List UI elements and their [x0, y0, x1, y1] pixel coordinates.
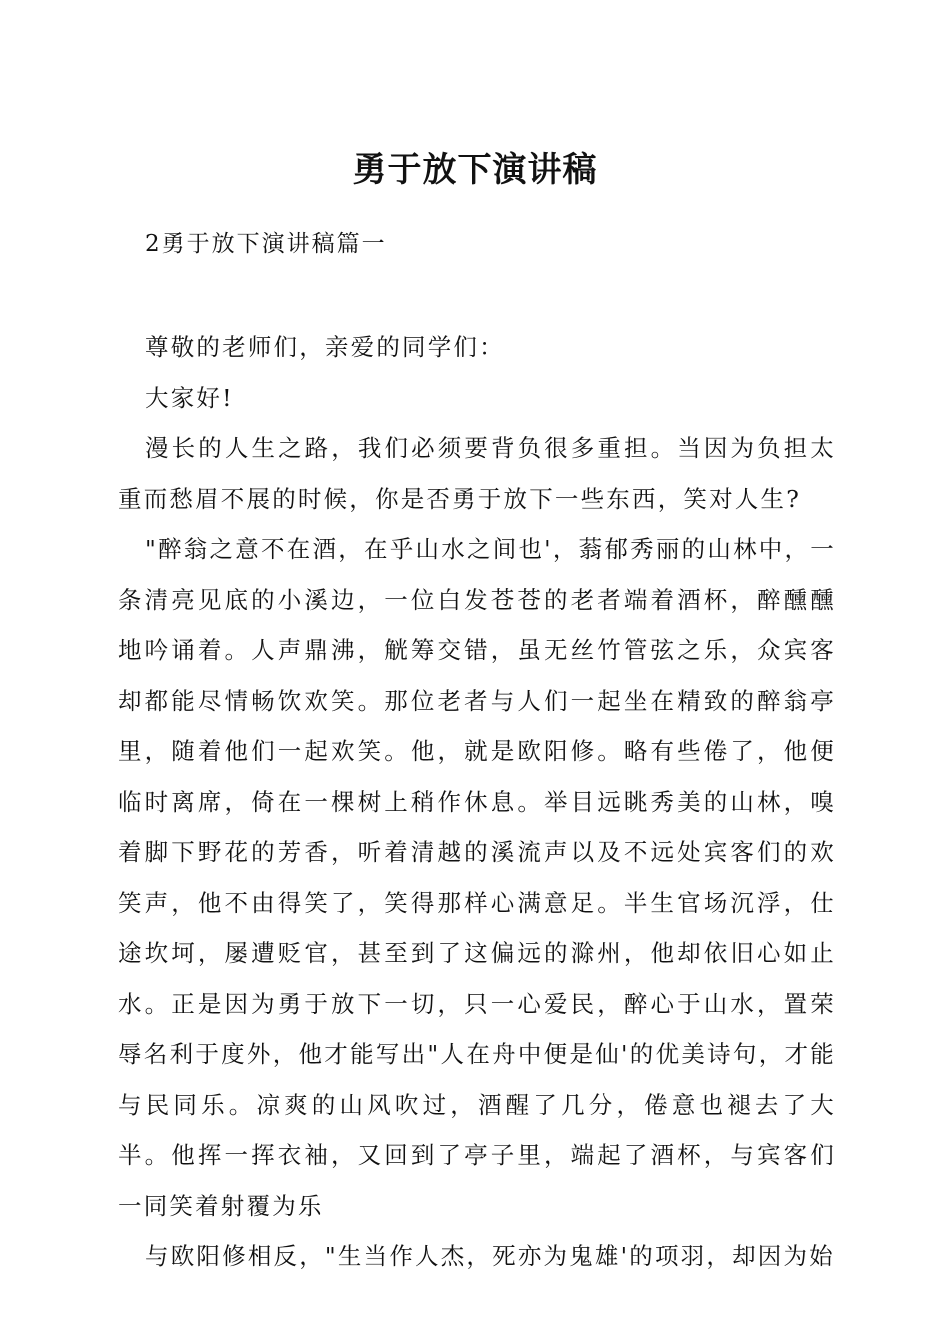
paragraph-intro: 漫长的人生之路，我们必须要背负很多重担。当因为负担太重而愁眉不展的时候，你是否勇于放下一些东西，笑对人生?: [118, 434, 836, 513]
paragraph-ouyangxiu: "醉翁之意不在酒，在乎山水之间也'，蓊郁秀丽的山林中，一条清亮见底的小溪边，一位白发苍苍的老者端着酒杯，醉醺醺地吟诵着。人声鼎沸，觥筹交错，虽无丝竹管弦之乐，众宾客却都能尽情畅饮欢笑。那位老者与人们一起坐在精致的醉翁亭里，随着他们一起欢笑。他，就是欧阳修。略有些倦了，他便临时离席，倚在一棵树上稍作休息。举目远眺秀美的山林，嗅着脚下野花的芳香，听着清越的溪流声以及不远处宾客们的欢笑声，他不由得笑了，笑得那样心满意足。半生官场沉浮，仕途坎坷，屡遭贬官，甚至到了这偏远的滁州，他却依旧心如止水。正是因为勇于放下一切，只一心爱民，醉心于山水，置荣辱名利于度外，他才能写出"人在舟中便是仙'的优美诗句，才能与民同乐。凉爽的山风吹过，酒醒了几分，倦意也褪去了大半。他挥一挥衣袖，又回到了亭子里，端起了酒杯，与宾客们一同笑着射覆为乐: [118, 535, 836, 1220]
paragraph-xiangyu: 与欧阳修相反，"生当作人杰，死亦为鬼雄'的项羽，却因为始: [145, 1242, 835, 1270]
paragraph-hello: 大家好!: [145, 383, 234, 412]
document-body: [118, 322, 836, 1282]
document-subtitle: 2勇于放下演讲稿篇一: [145, 231, 387, 257]
document-title: 勇于放下演讲稿: [352, 150, 598, 190]
paragraph-greeting: 尊敬的老师们，亲爱的同学们：: [145, 333, 505, 361]
